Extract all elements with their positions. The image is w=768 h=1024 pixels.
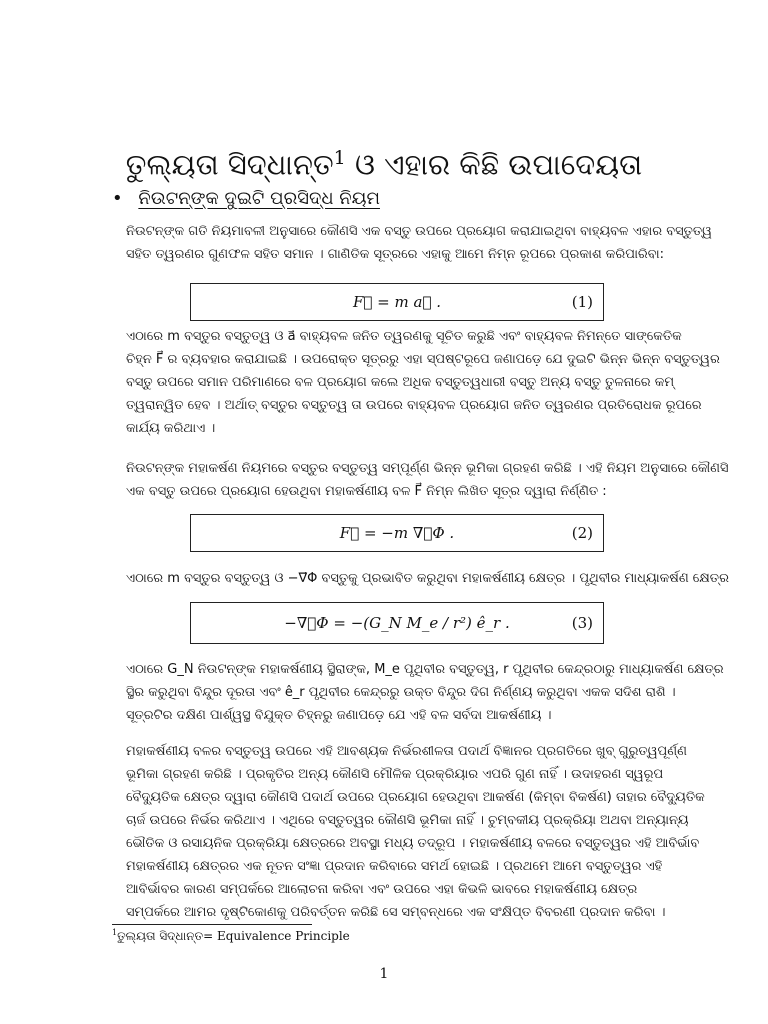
paragraph-line: ଚାର୍ଜ ଉପରେ ନିର୍ଭର କରିଥାଏ । ଏଥିରେ ବସ୍ତୁତ୍ୱର କୌଣସି ଭୂମିକା ନାହିଁ । ଚୁମ୍ବକୀୟ ପ୍ରକ୍ରିୟା ଅଥବା ଅନ୍ୟାନ୍ୟ	[126, 813, 689, 828]
paragraph-gravity-field	[126, 567, 729, 590]
paragraph-line: ଏଠାରେ G_N ନିଉଟନ୍‌ଙ୍କ ମହାକର୍ଷଣୀୟ ସ୍ଥିରାଙ୍କ, M_e ପୃଥିବୀର ବସ୍ତୁତ୍ୱ, r ପୃଥିବୀର କେନ୍ଦ୍ରଠାରୁ ମାଧ୍ୟାକର୍ଷଣ କ୍ଷେତ୍ର	[126, 662, 724, 677]
paragraph-line: ବୈଦ୍ୟୁତିକ କ୍ଷେତ୍ର ଦ୍ୱାରା କୌଣସି ପଦାର୍ଥ ଉପରେ ପ୍ରୟୋଗ ହେଉଥିବା ଆକର୍ଷଣ (କିମ୍ବା ବିକର୍ଷଣ) ତାହାର ବୈଦ୍ୟୁତିକ	[126, 790, 705, 805]
equation-expression: F⃗ = −m ∇⃗Φ .	[339, 524, 455, 542]
footnote-mark: 1	[112, 928, 118, 937]
equation-box-3	[190, 602, 604, 644]
paragraph-line: ଆବିର୍ଭାବର କାରଣ ସମ୍ପର୍କରେ ଆଲୋଚନା କରିବା ଏବଂ ଉପରେ ଏହା କିଭଳି ଭାବରେ ମହାକର୍ଷଣୀୟ କ୍ଷେତ୍ର	[126, 882, 638, 897]
title-text: ତୁଲ୍ୟତା ସିଦ୍ଧାନ୍ତ	[125, 147, 334, 182]
paragraph-newton-laws	[126, 220, 712, 266]
page-number: 1	[379, 966, 389, 982]
paragraph-line: ନିଉଟନ୍‌ଙ୍କ ଗତି ନିୟମାବଳୀ ଅନୁସାରେ କୌଣସି ଏକ ବସ୍ତୁ ଉପରେ ପ୍ରୟୋଗ କରାଯାଇଥିବା ବାହ୍ୟବଳ ଏହାର ବସ୍ତୁତ୍ୱ	[126, 224, 712, 239]
paragraph-gravitation-law	[126, 457, 729, 503]
paragraph-line: ସ୍ଥିର କରୁଥିବା ବିନ୍ଦୁର ଦୂରତା ଏବଂ ê_r ପୃଥିବୀର କେନ୍ଦ୍ରରୁ ଉକ୍ତ ବିନ୍ଦୁର ଦିଗ ନିର୍ଣ୍ଣୟ କରୁଥିବା ଏକକ ସଦିଶ ରାଶି ।	[126, 685, 676, 700]
footnote-odia-term: ତୁଲ୍ୟତା ସିଦ୍ଧାନ୍ତ	[117, 929, 204, 943]
footnote	[112, 928, 350, 944]
paragraph-line: ନିଉଟନ୍‌ଙ୍କ ମହାକର୍ଷଣ ନିୟମରେ ବସ୍ତୁର ବସ୍ତୁତ୍ୱ ସମ୍ପୂର୍ଣ୍ଣ ଭିନ୍ନ ଭୂମିକା ଗ୍ରହଣ କରିଛି । ଏହି ନିୟମ ଅନୁସାରେ କୌଣସି	[126, 461, 729, 476]
equation-number: (2)	[571, 524, 593, 542]
equation-number: (3)	[571, 614, 593, 632]
section-heading-text: ନିଉଟନ୍‌ଙ୍କ ଦୁଇଟି ପ୍ରସିଦ୍ଧ ନିୟମ	[138, 188, 380, 209]
paragraph-line: ଚିହ୍ନ F⃗ ର ବ୍ୟବହାର କରାଯାଇଛି । ଉପରୋକ୍ତ ସୂତ୍ରରୁ ଏହା ସ୍ପଷ୍ଟରୂପେ ଜଣାପଡ଼େ ଯେ ଦୁଇଟି ଭିନ୍ନ ଭିନ୍ନ ବସ୍ତୁତ୍ୱର	[126, 352, 720, 367]
paragraph-line: ସହିତ ତ୍ୱରଣର ଗୁଣଫଳ ସହିତ ସମାନ । ଗାଣିତିକ ସୂତ୍ରରେ ଏହାକୁ ଆମେ ନିମ୍ନ ରୂପରେ ପ୍ରକାଶ କରିପାରିବା:	[126, 247, 664, 262]
equation-expression: F⃗ = m a⃗ .	[353, 293, 441, 311]
paragraph-inertial-mass	[126, 325, 720, 440]
footnote-divider	[112, 924, 312, 925]
title-footnote-mark: 1	[333, 147, 346, 169]
paragraph-line: ଏକ ବସ୍ତୁ ଉପରେ ପ୍ରୟୋଗ ହେଉଥିବା ମହାକର୍ଷଣୀୟ ବଳ F⃗ ନିମ୍ନ ଲିଖିତ ସୂତ୍ର ଦ୍ୱାରା ନିର୍ଣ୍ଣିତ :	[126, 484, 607, 499]
paragraph-line: ମହାକର୍ଷଣୀୟ ବଳର ବସ୍ତୁତ୍ୱ ଉପରେ ଏହି ଆବଶ୍ୟକ ନିର୍ଭରଶୀଳତା ପଦାର୍ଥ ବିଜ୍ଞାନର ପ୍ରଗତିରେ ଖୁବ୍ ଗୁରୁତ୍ୱପୂର୍ଣ୍ଣ	[126, 744, 687, 759]
equation-box-1	[190, 283, 604, 321]
footnote-english-term: = Equivalence Principle	[203, 929, 350, 943]
paragraph-line: ଭୌତିକ ଓ ରସାୟନିକ ପ୍ରକ୍ରିୟା କ୍ଷେତ୍ରରେ ଅବସ୍ଥା ମଧ୍ୟ ତଦ୍ରୂପ । ମହାକର୍ଷଣୀୟ ବଳରେ ବସ୍ତୁତ୍ୱର ଏହି ଆବିର୍ଭାବ	[126, 836, 700, 851]
paragraph-line: ସମ୍ପର୍କରେ ଆମର ଦୃଷ୍ଟିକୋଣକୁ ପରିବର୍ତ୍ତନ କରିଛି ସେ ସମ୍ବନ୍ଧରେ ଏକ ସଂକ୍ଷିପ୍ତ ବିବରଣୀ ପ୍ରଦାନ କରିବା ।	[126, 905, 666, 920]
paragraph-line: କାର୍ଯ୍ୟ କରିଥାଏ ।	[126, 421, 216, 436]
paragraph-line: ସୂତ୍ରଟିର ଦକ୍ଷିଣ ପାର୍ଶ୍ୱସ୍ଥ ବିଯୁକ୍ତ ଚିହ୍ନରୁ ଜଣାପଡ଼େ ଯେ ଏହି ବଳ ସର୍ବଦା ଆକର୍ଷଣୀୟ ।	[126, 708, 552, 723]
paragraph-line: ଏଠାରେ m ବସ୍ତୁର ବସ୍ତୁତ୍ୱ ଓ a⃗ ବାହ୍ୟବଳ ଜନିତ ତ୍ୱରଣକୁ ସୂଚିତ କରୁଛି ଏବଂ ବାହ୍ୟବଳ ନିମନ୍ତେ ସାଙ୍କେତିକ	[126, 329, 682, 344]
paragraph-constants	[126, 658, 724, 727]
equation-box-2	[190, 514, 604, 552]
equation-expression: −∇⃗Φ = −(G_N M_e / r²) ê_r .	[284, 614, 510, 632]
page-title	[0, 138, 768, 185]
paragraph-line: ମହାକର୍ଷଣୀୟ କ୍ଷେତ୍ରର ଏକ ନୂତନ ସଂଜ୍ଞା ପ୍ରଦାନ କରିବାରେ ସମର୍ଥ ହୋଇଛି । ପ୍ରଥମେ ଆମେ ବସ୍ତୁତ୍ୱର ଏହି	[126, 859, 663, 874]
title-text-rest: ଓ ଏହାର କିଛି ଉପାଦେୟତା	[345, 147, 643, 182]
paragraph-line: ଏଠାରେ m ବସ୍ତୁର ବସ୍ତୁତ୍ୱ ଓ −∇⃗Φ ବସ୍ତୁକୁ ପ୍ରଭାବିତ କରୁଥିବା ମହାକର୍ଷଣୀୟ କ୍ଷେତ୍ର । ପୃଥିବୀର ମାଧ୍ୟାକର୍ଷଣ କ୍ଷେତ୍ର	[126, 571, 729, 586]
paragraph-line: ଭୂମିକା ଗ୍ରହଣ କରିଛି । ପ୍ରକୃତିର ଅନ୍ୟ କୌଣସି ମୌଳିକ ପ୍ରକ୍ରିୟାର ଏପରି ଗୁଣ ନାହିଁ । ଉଦାହରଣ ସ୍ୱରୂପ	[126, 767, 664, 782]
section-heading	[112, 188, 380, 209]
paragraph-line: ତ୍ୱରାନ୍ୱିତ ହେବ । ଅର୍ଥାତ୍ ବସ୍ତୁର ବସ୍ତୁତ୍ୱ ତା ଉପରେ ବାହ୍ୟବଳ ପ୍ରୟୋଗ ଜନିତ ତ୍ୱରଣର ପ୍ରତିରୋଧକ ରୂପରେ	[126, 398, 702, 413]
bullet-icon: •	[112, 188, 123, 209]
paragraph-mass-dependence	[126, 740, 705, 924]
paragraph-line: ବସ୍ତୁ ଉପରେ ସମାନ ପରିମାଣରେ ବଳ ପ୍ରୟୋଗ କଲେ ଅଧିକ ବସ୍ତୁତ୍ୱଧାରୀ ବସ୍ତୁ ଅନ୍ୟ ବସ୍ତୁ ତୁଳନାରେ କମ୍	[126, 375, 675, 390]
equation-number: (1)	[571, 293, 593, 311]
